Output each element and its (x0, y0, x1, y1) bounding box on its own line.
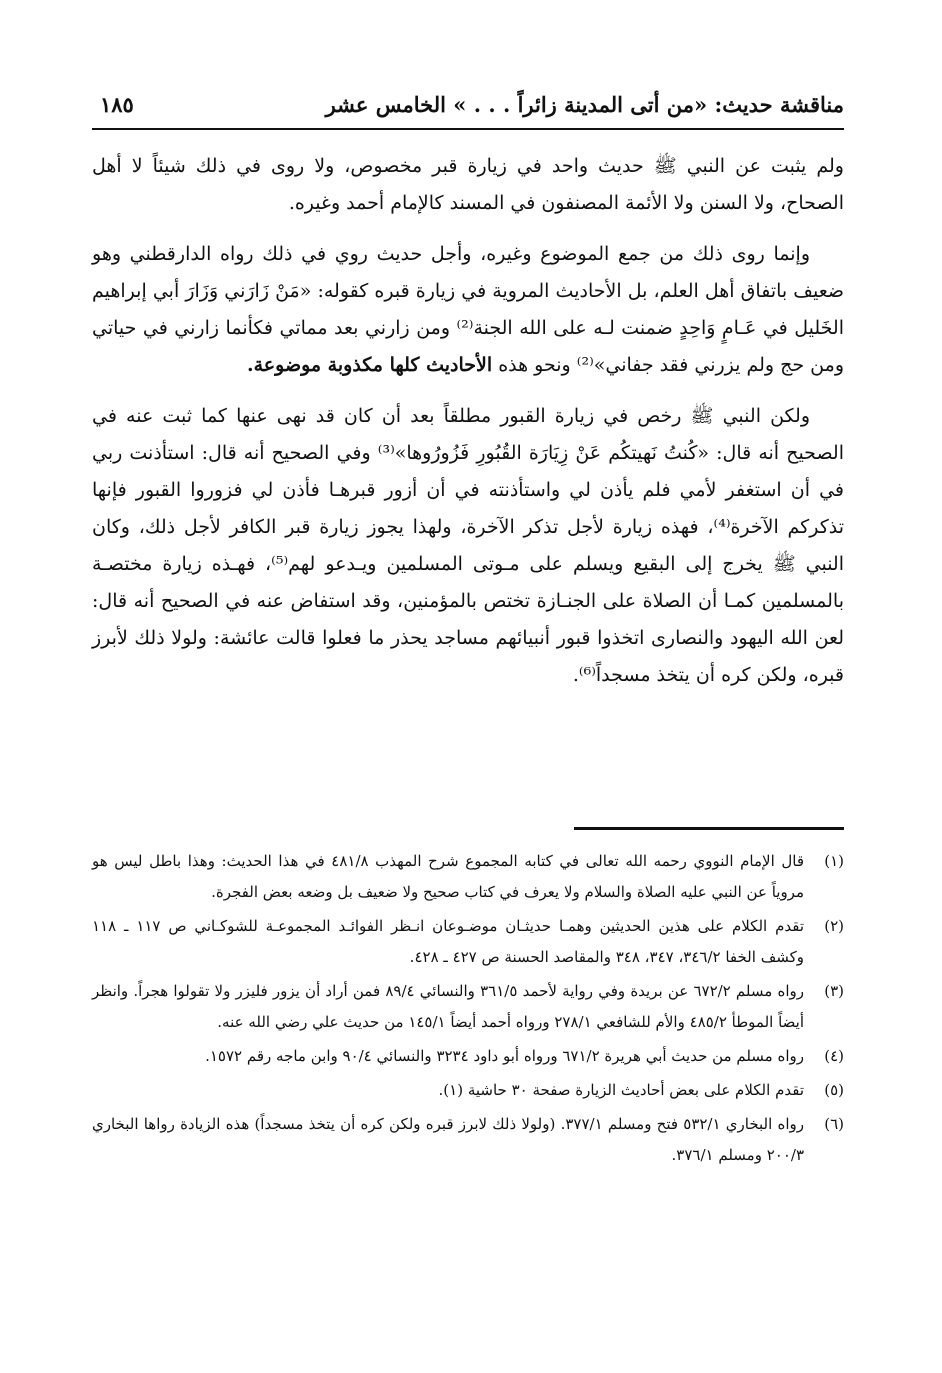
paragraph-3: ولكن النبي ﷺ رخص في زيارة القبور مطلقاً بعد أن كان قد نهى عنها كما ثبت عنه في الصحيح أنه قال: «كُنتُ نَهيتكُم عَنْ زِيَارَة القُبُورِ فَزُورُوها»⁽³⁾ وفي الصحيح أنه قال: استأذنت ربي في أن استغفر لأمي فلم يأذن لي واستأذنته في أن أزور قبرهـا فأذن لي فزوروا القبور فإنها تذكركم الآخرة⁽⁴⁾، فهذه زيارة لأجل تذكر الآخرة، ولهذا يجوز زيارة قبر الكافر لأجل ذلك، وكان النبي ﷺ يخرج إلى البقيع ويسلم على مـوتى المسلمين ويـدعو لهم⁽⁵⁾، فهـذه زيارة مختصـة بالمسلمين كمـا أن الصلاة على الجنـازة تختص بالمؤمنين، وقد استفاض عنه في الصحيح أنه قال: لعن الله اليهود والنصارى اتخذوا قبور أنبيائهم مساجد يحذر ما فعلوا قالت عائشة: ولولا ذلك لأبرز قبره، ولكن كره أن يتخذ مسجداً⁽⁶⁾. (92, 405, 844, 686)
footnote-text: قال الإمام النووي رحمه الله تعالى في كتابه المجموع شرح المهذب ٤٨١/٨ في هذا الحديث: وهذا باطل ليس هو مروياً عن النبي عليه الصلاة والسلام ولا يعرف في كتاب صحيح ولا ضعيف بل وضعه بعض الفجرة. (92, 852, 805, 901)
footnote-4 (92, 1041, 844, 1072)
footnotes (92, 846, 844, 1174)
footnote-text: رواه البخاري ٥٣٢/١ فتح ومسلم ٣٧٧/١. (ولولا ذلك لابرز قبره ولكن كره أن يتخذ مسجداً) هذه الزيادة رواها البخاري ٢٠٠/٣ ومسلم ٣٧٦/١. (92, 1115, 804, 1164)
footnote-text: رواه مسلم من حديث أبي هريرة ٦٧١/٢ ورواه أبو داود ٣٢٣٤ والنسائي ٩٠/٤ وابن ماجه رقم ١٥٧٢. (205, 1047, 804, 1065)
footnote-text: تقدم الكلام على هذين الحديثين وهمـا حديثـان موضـوعان انـظر الفوائـد المجموعـة للشوكـاني ص ١١٧ ـ ١١٨ وكشف الخفا ٣٤٦/٢، ٣٤٧، ٣٤٨ والمقاصد الحسنة ص ٤٢٧ ـ ٤٢٨. (92, 917, 804, 966)
footnote-number: (٤) (824, 1047, 844, 1065)
footnote-3 (92, 976, 844, 1038)
footnote-6 (92, 1109, 844, 1171)
footnote-separator (574, 827, 844, 830)
paragraph-1: ولم يثبت عن النبي ﷺ حديث واحد في زيارة قبر مخصوص، ولا روى في ذلك شيئاً لا أهل الصحاح، ولا السنن ولا الأئمة المصنفون في المسند كالإمام أحمد وغيره. (92, 155, 844, 214)
footnote-text: تقدم الكلام على بعض أحاديث الزيارة صفحة ٣٠ حاشية (١). (438, 1081, 804, 1099)
paragraph-2-bold: الأحاديث كلها مكذوبة موضوعة. (246, 354, 493, 376)
page-header (92, 84, 844, 128)
footnote-number: (٦) (824, 1115, 844, 1133)
footnote-text: رواه مسلم ٦٧٢/٢ عن بريدة وفي رواية لأحمد ٣٦١/٥ والنسائي ٨٩/٤ فمن أراد أن يزور فليزر ولا تقولوا هجراً. وانظر أيضاً الموطأ ٤٨٥/٢ والأم للشافعي ٢٧٨/١ ورواه أحمد أيضاً ١٤٥/١ من حديث علي رضي الله عنه. (92, 982, 804, 1031)
footnote-1 (92, 846, 844, 908)
paragraph-2 (92, 236, 844, 384)
page-number: ١٨٥ (100, 92, 134, 117)
running-head: مناقشة حديث: «من أتى المدينة زائراً . . . » الخامس عشر (325, 92, 844, 117)
main-text (92, 148, 844, 708)
footnote-number: (٥) (824, 1081, 844, 1099)
footnote-2 (92, 911, 844, 973)
footnote-number: (٣) (824, 982, 844, 1000)
footnote-number: (٢) (824, 917, 844, 935)
footnote-number: (١) (824, 852, 844, 870)
header-rule (92, 128, 844, 130)
paragraph-2-text: وإنما روى ذلك من جمع الموضوع وغيره، وأجل حديث روي في ذلك رواه الدارقطني وهو ضعيف باتفاق أهل العلم، بل الأحاديث المروية في زيارة قبره كقوله: «مَنْ زَارَني وَزَارَ أبي إبراهيم الخَليل في عَـامٍ وَاحِدٍ ضمنت لـه على الله الجنة⁽²⁾ ومن زارني بعد مماتي فكأنما زارني في حياتي ومن حج ولم يزرني فقد جفاني»⁽²⁾ ونحو هذه (92, 243, 844, 376)
footnote-5 (92, 1075, 844, 1106)
